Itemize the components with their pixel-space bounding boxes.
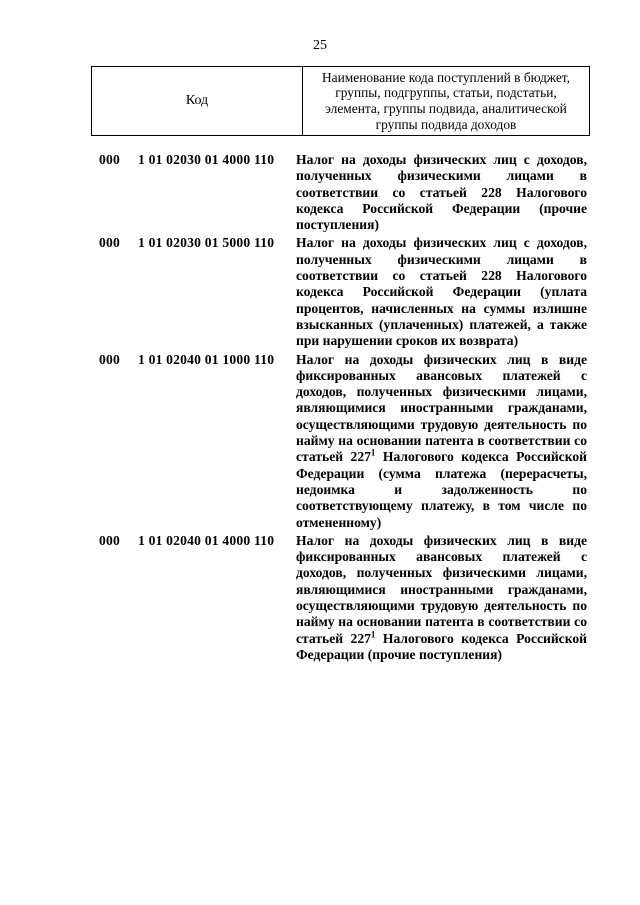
revenue-code: 1 01 02030 01 5000 110 [138, 235, 275, 251]
revenue-code: 1 01 02030 01 4000 110 [138, 152, 275, 167]
admin-code: 000 [99, 235, 120, 251]
admin-code: 000 [99, 351, 120, 367]
revenue-description: Налог на доходы физических лиц с доходов, полученных физическими лицами в соответствии со статьей 228 Налогового кодекса Российской Федерации (уплата процентов, начисленных на суммы излишне взысканных (уплаченных) платежей, а также при нарушении сроков их возврата) [296, 235, 587, 349]
table-header [91, 66, 590, 136]
revenue-code-list [0, 152, 640, 663]
admin-code: 000 [99, 152, 120, 167]
article-superscript: 1 [370, 447, 376, 458]
description-text: Налог на доходы физических лиц в виде фиксированных авансовых платежей с доходов, полученных физическими лицами, являющимися иностранными гражданами, осуществляющими трудовую деятельность по найму на основании патента в соответствии со статьей 227 [296, 532, 587, 646]
code-column-header: Код [92, 67, 303, 135]
revenue-code-entry [0, 352, 640, 531]
description-text-continued: Налогового кодекса Российской Федерации (прочие поступления) [296, 630, 587, 662]
article-superscript: 1 [370, 629, 376, 640]
revenue-code-entry [0, 533, 640, 663]
description-text: Налог на доходы физических лиц в виде фиксированных авансовых платежей с доходов, полученных физическими лицами, являющимися иностранными гражданами, осуществляющими трудовую деятельность по найму на основании патента в соответствии со статьей 227 [296, 351, 587, 465]
page-number: 25 [313, 38, 327, 53]
revenue-code: 1 01 02040 01 1000 110 [138, 351, 275, 367]
revenue-code-entry [0, 235, 640, 349]
name-column-header: Наименование кода поступлений в бюджет, группы, подгруппы, статьи, подстатьи, элемента, группы подвида, аналитической группы подвида доходов [322, 69, 570, 132]
revenue-description: Налог на доходы физических лиц с доходов, полученных физическими лицами в соответствии со статьей 228 Налогового кодекса Российской Федерации (прочие поступления) [296, 152, 587, 233]
revenue-description [296, 533, 587, 663]
revenue-code-entry [0, 152, 640, 233]
revenue-description [296, 352, 587, 531]
revenue-code: 1 01 02040 01 4000 110 [138, 532, 275, 548]
admin-code: 000 [99, 532, 120, 548]
description-text-continued: Налогового кодекса Российской Федерации (сумма платежа (перерасчеты, недоимка и задолженность по соответствующему платежу, в том числе по отмененному) [296, 449, 587, 530]
